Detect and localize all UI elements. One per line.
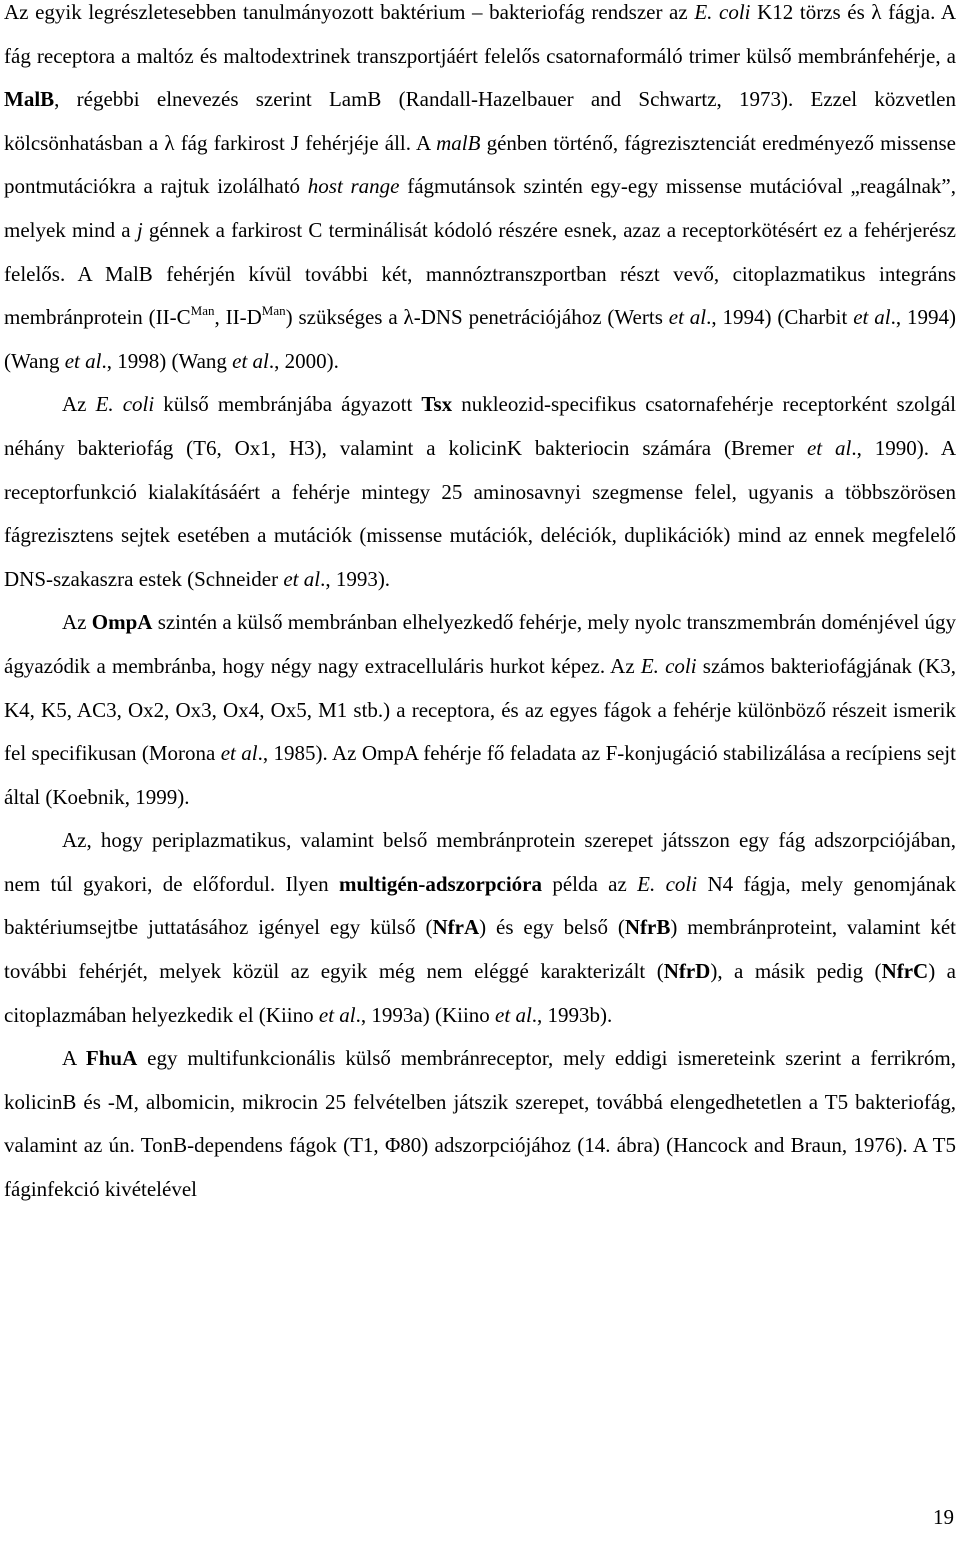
page-number: 19 [933,1505,954,1529]
text-run: ., 1990). A receptorfunkció kialakításáért a fehérje mintegy 25 aminosavnyi szegmense felel, ugyanis a többszörösen fágrezisztens sejtek esetében a mutációk (missense mutációk, deléciók, duplikációk) mind az ennek megfelelő DNS-szakaszra estek (Schneider [4,435,956,591]
text-run: ., 1993). [320,566,391,591]
text-run: fágmutánsok szintén egy-egy missense mutációval „reagálnak”, melyek mind a [4,174,956,242]
text-run: génben történő, fágrezisztenciát eredményező missense pontmutációkra a rajtuk izolálható [4,130,956,199]
text-run: ., 1985). Az OmpA fehérje fő feladata az F-konjugáció stabilizálása a recípiens sejt által (Koebnik, 1999). [4,741,956,809]
italic-text: E. coli [637,871,698,896]
text-run: ., 1998) (Wang [101,348,233,373]
text-run: ., 1994) (Wang [4,305,956,373]
italic-text: j [136,217,143,242]
text-run: külső membránjába ágyazott [154,392,422,417]
paragraph [4,1037,956,1211]
italic-text: et al [806,435,852,460]
text-run: ., 1993b). [531,1002,613,1027]
text-run: Az, hogy periplazmatikus, valamint belső membránprotein szerepet játsszon egy fág adszorpciójában, nem túl gyakori, de előfordul. Ilyen [4,828,956,896]
italic-text: E. coli [640,653,697,678]
italic-text: et al [283,566,321,591]
text-run: ) szükséges a λ-DNS penetrációjához (Werts [285,305,669,330]
text-run: génnek a farkirost C terminálisát kódoló részére esnek, azaz a receptorkötésért ez a fehérjerész felelős. A MalB fehérjén kívül további két, mannóztranszportban részt vevő, citoplazmatikus integráns membránprotein (II-C [4,217,956,330]
bold-term: FhuA [85,1046,138,1071]
text-run: N4 fágja, mely genomjának baktériumsejtbe juttatásához igényel egy külső ( [4,871,956,940]
superscript: Man [261,303,286,319]
text-run: Az [62,392,96,417]
bold-term: NfrA [432,915,480,940]
paragraph [4,819,956,1037]
paragraph [4,601,956,819]
paragraph [4,0,956,383]
text-run: ., 2000). [268,348,339,373]
text-run: ., 1993a) (Kiino [355,1002,496,1027]
text-run: példa az [542,871,638,896]
italic-text: et al [220,741,258,766]
italic-text: E. coli [95,392,155,417]
text-run: ., 1994) (Charbit [706,305,854,330]
italic-text: et al [64,348,102,373]
italic-text: malB [436,130,481,155]
text-run: A [62,1046,86,1071]
paragraph [4,383,956,601]
text-run: ) a citoplazmában helyezkedik el (Kiino [4,959,956,1027]
text-run: , II-D [214,305,262,330]
bold-term: OmpA [91,610,153,635]
bold-term: Tsx [421,392,453,417]
body-text [4,0,956,1212]
bold-term: MalB [4,87,55,112]
italic-text: et al [853,305,891,330]
italic-text: et al [495,1002,532,1027]
italic-text: E. coli [694,0,751,24]
text-run: , régebbi elnevezés szerint LamB (Randall-Hazelbauer and Schwartz, 1973). Ezzel közvetlen kölcsönhatásban a λ fág farkirost J fehérjéje áll. A [4,87,956,155]
bold-term: NfrD [663,959,711,984]
text-run: ) membránproteint, valamint két további fehérjét, melyek közül az egyik még nem eléggé karakterizált ( [4,915,957,984]
text-run: K12 törzs és λ fágja. A fág receptora a maltóz és maltodextrinek transzportjáért felelős csatornaformáló trimer külső membránfehérje, a [4,0,956,68]
italic-text: host range [307,174,400,199]
text-run: Az egyik legrészletesebben tanulmányozott baktérium – bakteriofág rendszer az [4,0,695,24]
text-run: nukleozid-specifikus csatornafehérje receptorként szolgál néhány bakteriofág (T6, Ox1, H3), valamint a kolicinK bakteriocin számára (Bremer [4,392,957,460]
bold-term: multigén-adszorpcióra [339,871,542,896]
italic-text: et al [232,348,269,373]
text-run: ) és egy belső ( [479,915,625,940]
text-run: számos bakteriofágjának (K3, K4, K5, AC3, Ox2, Ox3, Ox4, Ox5, M1 stb.) a receptora, és az egyes fágok a fehérje különböző részeit ismerik fel specifikusan (Morona [4,653,957,766]
bold-term: NfrC [881,959,929,984]
text-run: egy multifunkcionális külső membránreceptor, mely eddigi ismereteink szerint a ferrikróm, kolicinB és -M, albomicin, mikrocin 25 felvételben játszik szerepet, továbbá elengedhetetlen a T5 bakteriofág, valamint az ún. TonB-dependens fágok (T1, Φ80) adszorpciójához (14. ábra) (Hancock and Braun, 1976). A T5 fáginfekció kivételével [4,1046,956,1202]
text-run: szintén a külső membránban elhelyezkedő fehérje, mely nyolc transzmembrán doménjével úgy ágyazódik a membránba, hogy négy nagy extracelluláris hurkot képez. Az [4,610,956,678]
text-run: Az [62,610,92,635]
text-run: ), a másik pedig ( [710,959,882,984]
superscript: Man [190,303,215,319]
bold-term: NfrB [624,915,671,940]
italic-text: et al [318,1002,356,1027]
italic-text: et al [668,305,707,330]
